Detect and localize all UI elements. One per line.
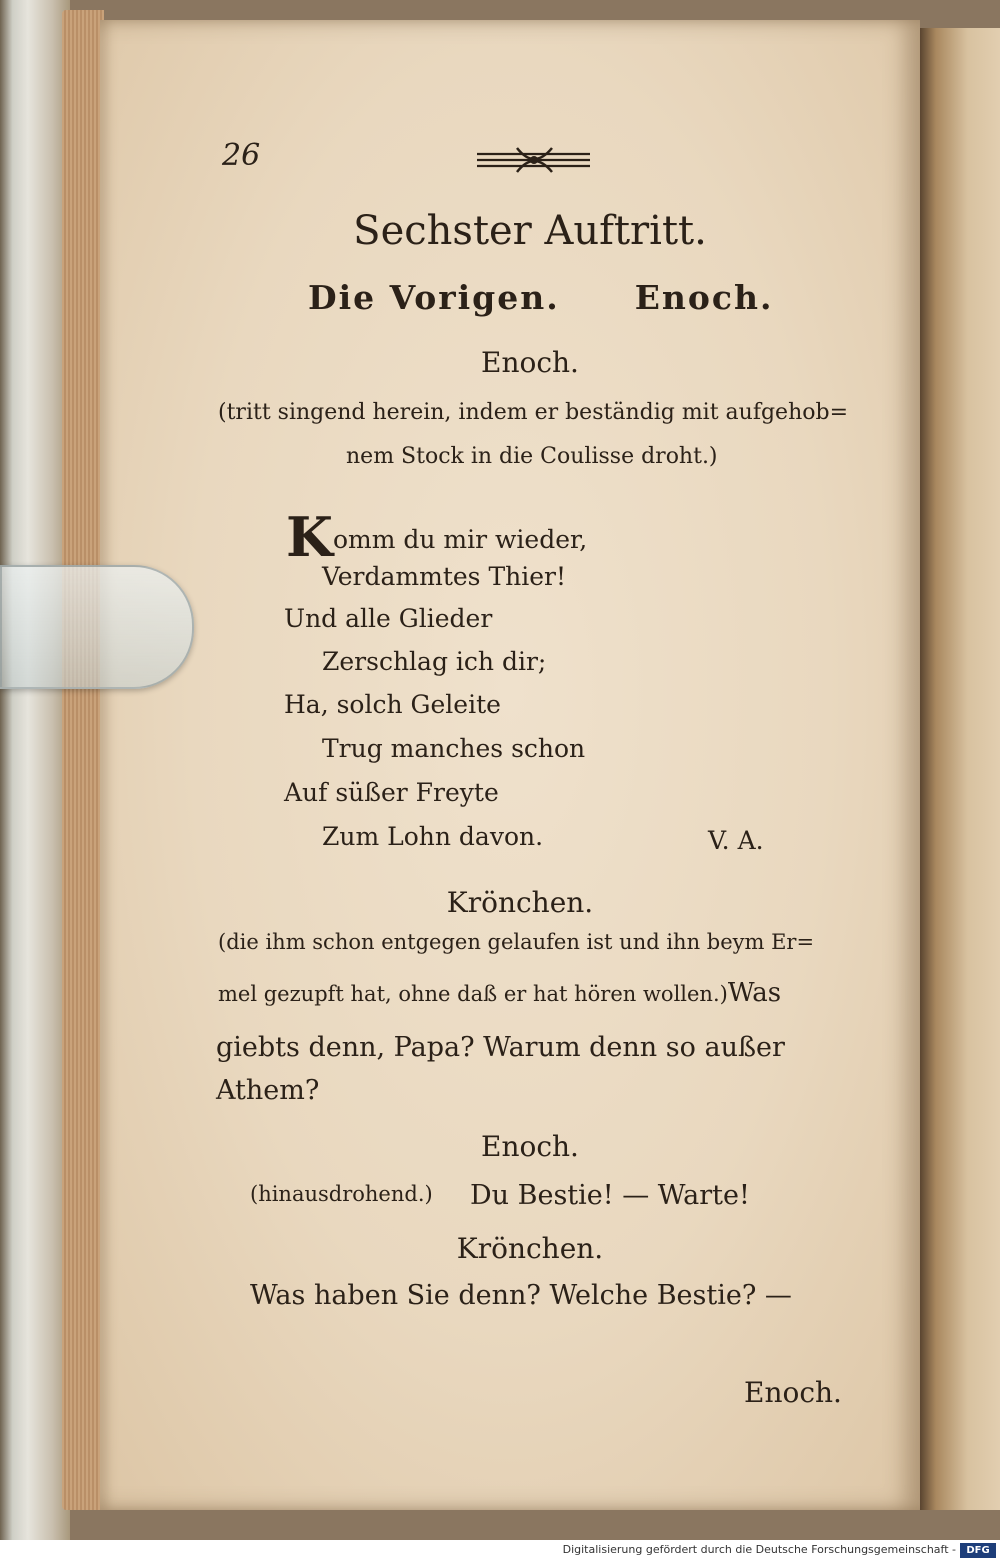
speech-text: Was haben Sie denn? Welche Bestie? — — [250, 1280, 792, 1311]
speech-text: Athem? — [216, 1075, 320, 1106]
scene-title: Sechster Auftritt. — [353, 208, 707, 254]
verse-line: Zum Lohn davon. — [322, 822, 544, 851]
stage-direction: (tritt singend herein, indem er beständig mit aufgehob= — [218, 400, 849, 425]
verse-line: Und alle Glieder — [284, 604, 493, 633]
dfg-logo: DFG — [960, 1543, 996, 1558]
footer-credit: Digitalisierung gefördert durch die Deutsche Forschungsgemeinschaft - — [562, 1543, 956, 1556]
page-number: 26 — [222, 138, 261, 173]
speech-text: Du Bestie! — Warte! — [470, 1180, 750, 1211]
catchword: Enoch. — [744, 1376, 842, 1409]
speaker-enoch: Enoch. — [481, 1130, 579, 1163]
verse-line: Auf süßer Freyte — [284, 778, 499, 807]
speaker-enoch: Enoch. — [481, 346, 579, 379]
speech-text: giebts denn, Papa? Warum denn so außer — [216, 1032, 785, 1063]
stage-direction: (die ihm schon entgegen gelaufen ist und ihn beym Er= — [218, 930, 815, 954]
verse-line: Trug manches schon — [322, 734, 586, 763]
verse-attribution: V. A. — [708, 826, 764, 855]
verse-line-text: omm du mir wieder, — [332, 525, 588, 554]
stage-direction: (hinausdrohend.) — [250, 1182, 433, 1206]
speaker-kronchen: Krönchen. — [446, 886, 594, 919]
stage-direction: mel gezupft hat, ohne daß er hat hören wollen.) — [218, 982, 728, 1006]
stage-direction: nem Stock in die Coulisse droht.) — [346, 444, 718, 469]
verse-line — [286, 505, 587, 569]
stage-direction-with-speech — [218, 978, 781, 1008]
verse-line: Verdammtes Thier! — [322, 562, 567, 591]
verse-line: Zerschlag ich dir; — [322, 647, 547, 676]
character-prior: Die Vorigen. — [308, 278, 560, 317]
speaker-kronchen: Krönchen. — [456, 1232, 604, 1265]
character-enoch: Enoch. — [634, 278, 774, 317]
verse-line: Ha, solch Geleite — [284, 690, 501, 719]
speech-text: Was — [727, 978, 782, 1008]
decorative-ornament — [472, 140, 597, 180]
drop-initial: K — [286, 505, 333, 569]
characters-line — [308, 278, 773, 317]
plastic-bookmark-tab — [0, 565, 194, 689]
